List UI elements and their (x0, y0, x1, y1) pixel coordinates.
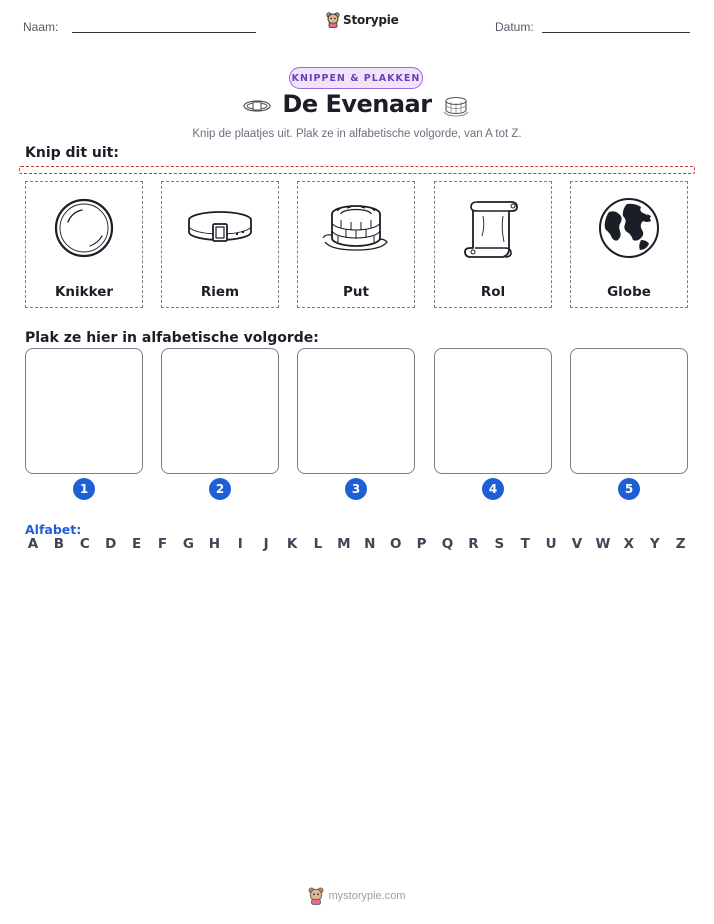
slot-number-1: 1 (73, 478, 95, 500)
cut-card-globe[interactable] (570, 181, 688, 308)
belt-icon (185, 206, 255, 250)
cut-section-label: Knip dit uit: (25, 145, 119, 161)
alphabet-row (25, 536, 689, 552)
footer (0, 887, 714, 905)
slot-number-2: 2 (209, 478, 231, 500)
alphabet-letter: W (595, 536, 611, 552)
slot-number-5: 5 (618, 478, 640, 500)
name-line[interactable] (72, 32, 256, 33)
alphabet-letter: F (157, 536, 168, 552)
alphabet-letter: M (337, 536, 351, 552)
scroll-icon (463, 194, 523, 262)
marble-icon (52, 196, 116, 260)
alphabet-letter: U (545, 536, 557, 552)
brand-name: Storypie (343, 13, 399, 27)
alphabet-label: Alfabet: (25, 522, 82, 537)
alphabet-letter: X (623, 536, 635, 552)
alphabet-letter: D (105, 536, 117, 552)
alphabet-letter: H (208, 536, 220, 552)
storypie-mascot-icon (326, 12, 340, 28)
instructions: Knip de plaatjes uit. Plak ze in alfabetische volgorde, van A tot Z. (192, 128, 522, 140)
paste-box-5[interactable] (570, 348, 688, 474)
cut-card-knikker[interactable] (25, 181, 143, 308)
alphabet-letter: L (313, 536, 323, 552)
cut-card-put[interactable] (297, 181, 415, 308)
alphabet-letter: G (182, 536, 194, 552)
alphabet-letter: K (286, 536, 298, 552)
well-icon (321, 200, 391, 256)
paste-box-4[interactable] (434, 348, 552, 474)
alphabet-letter: S (494, 536, 505, 552)
cut-card-rol[interactable] (434, 181, 552, 308)
alphabet-letter: Z (675, 536, 686, 552)
date-label: Datum: (495, 20, 534, 34)
alphabet-letter: Q (441, 536, 454, 552)
alphabet-letter: A (27, 536, 39, 552)
paste-section-label: Plak ze hier in alfabetische volgorde: (25, 330, 319, 346)
cut-card-word: Rol (480, 284, 506, 300)
cut-card-word: Put (343, 284, 369, 300)
alphabet-letter: Y (649, 536, 660, 552)
paste-box-3[interactable] (297, 348, 415, 474)
globe-icon (597, 196, 661, 260)
name-label: Naam: (23, 20, 59, 34)
activity-badge: KNIPPEN & PLAKKEN (289, 67, 423, 89)
alphabet-letter: O (389, 536, 402, 552)
cut-line (19, 166, 695, 174)
paste-box-1[interactable] (25, 348, 143, 474)
date-line[interactable] (542, 32, 690, 33)
well-decoration-icon (442, 96, 470, 118)
alphabet-letter: R (468, 536, 479, 552)
alphabet-letter: I (237, 536, 243, 552)
alphabet-letter: N (364, 536, 376, 552)
footer-url[interactable]: mystorypie.com (328, 890, 406, 902)
brand-logo (326, 12, 399, 28)
cut-card-riem[interactable] (161, 181, 279, 308)
cut-card-word: Riem (200, 284, 240, 300)
alphabet-letter: E (132, 536, 142, 552)
alphabet-letter: J (263, 536, 269, 552)
slot-number-4: 4 (482, 478, 504, 500)
cut-card-word: Globe (607, 284, 651, 300)
storypie-mascot-icon (308, 887, 324, 905)
page-title: De Evenaar (282, 90, 432, 118)
alphabet-letter: B (53, 536, 65, 552)
alphabet-letter: V (571, 536, 583, 552)
alphabet-letter: T (520, 536, 530, 552)
cut-card-word: Knikker (54, 284, 114, 300)
paste-box-2[interactable] (161, 348, 279, 474)
slot-number-3: 3 (345, 478, 367, 500)
alphabet-letter: C (79, 536, 90, 552)
alphabet-letter: P (416, 536, 427, 552)
